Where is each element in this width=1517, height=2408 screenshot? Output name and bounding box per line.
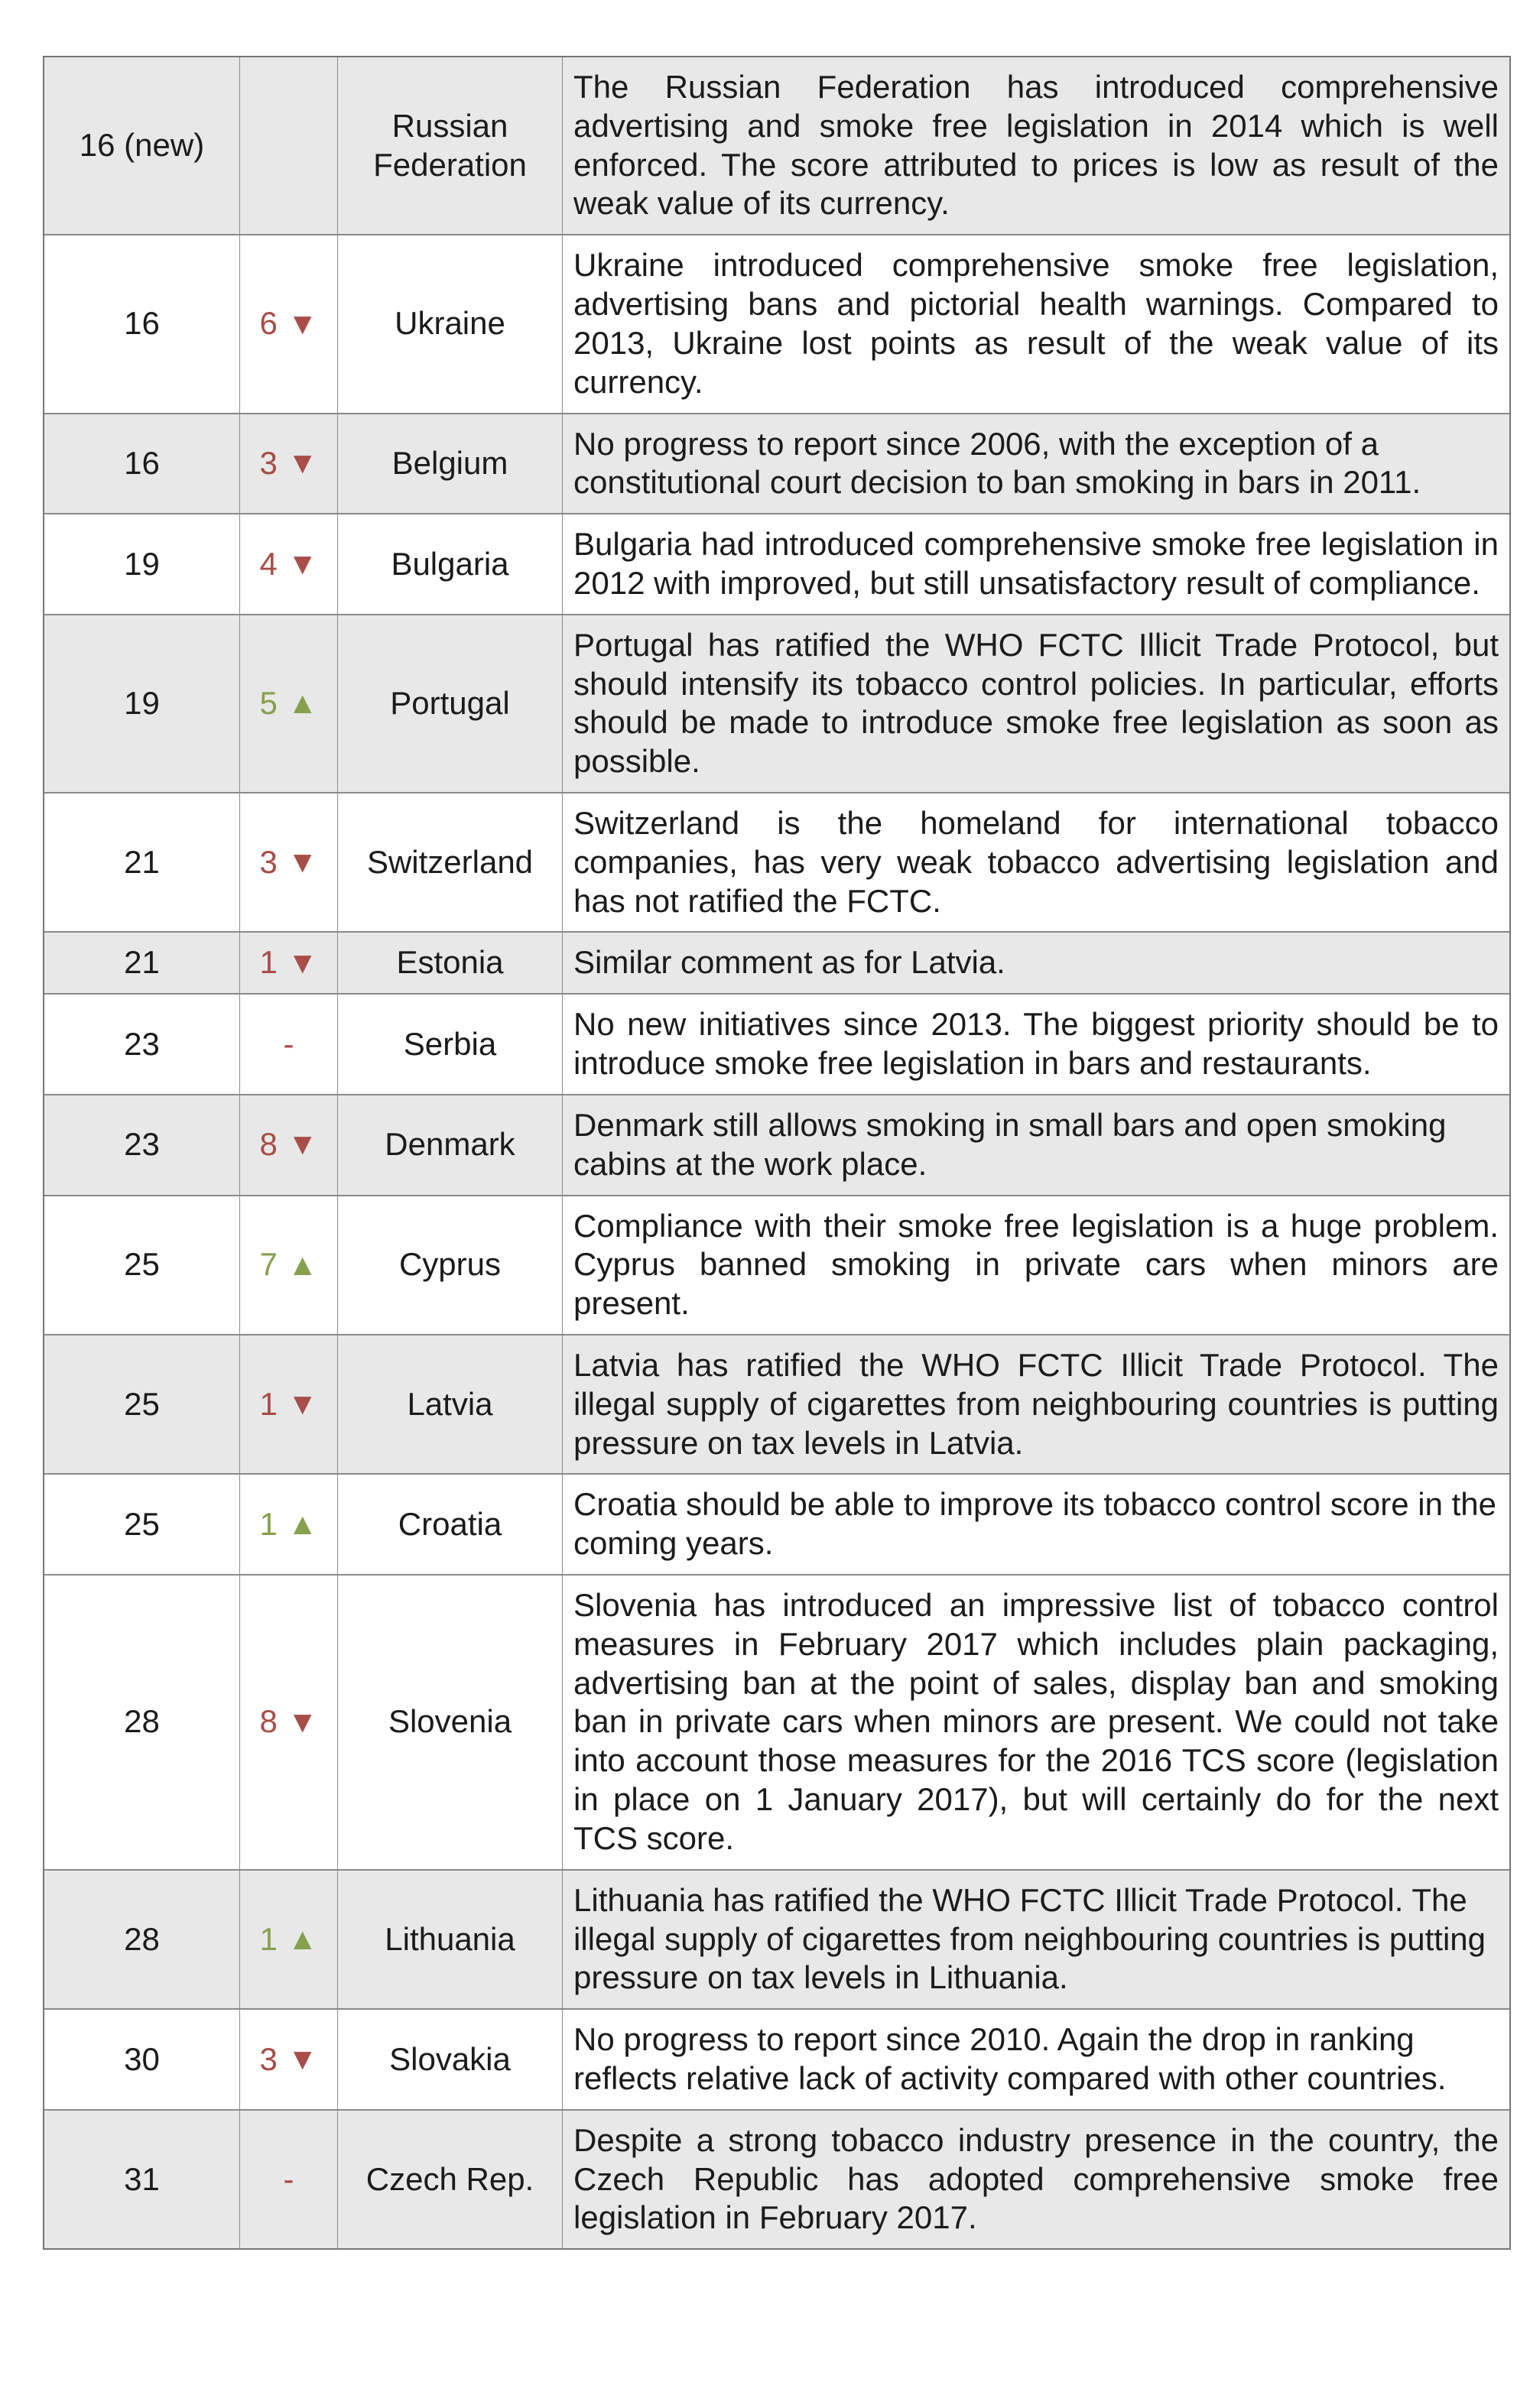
change-value: - — [283, 2160, 294, 2197]
table-row — [44, 1475, 1509, 1576]
change-cell — [240, 1871, 338, 2008]
rank-value: 16 — [124, 444, 160, 481]
rank-cell — [44, 2111, 240, 2248]
ranking-table — [43, 56, 1511, 2250]
country-name: Portugal — [390, 684, 510, 721]
comment-cell — [563, 793, 1509, 931]
country-name: Russian Federation — [373, 107, 527, 183]
table-row — [44, 1576, 1509, 1871]
comment-text: Slovenia has introduced an impressive list of tobacco control measures in February 2017 which includes plain packaging, advertising ban at the point of sales, display ban and smoking ban in private cars when minors are present. We could not take into account those measures for the 2016 TCS score (legislation in place on 1 January 2017), but will certainly do for the next TCS score. — [573, 1587, 1499, 1856]
change-arrow-icon: ▼ — [287, 1705, 318, 1739]
table-row — [44, 514, 1509, 615]
country-name: Croatia — [398, 1505, 502, 1542]
rank-cell — [44, 1095, 240, 1195]
country-name: Czech Rep. — [365, 2160, 534, 2197]
change-value: 1 — [259, 1505, 278, 1542]
comment-text: Denmark still allows smoking in small bars and open smoking cabins at the work place. — [573, 1106, 1447, 1182]
change-arrow-icon: ▼ — [287, 946, 318, 980]
table-row — [44, 414, 1509, 515]
change-value: 3 — [259, 444, 278, 481]
comment-cell — [563, 57, 1509, 234]
comment-text: No progress to report since 2006, with the exception of a constitutional court decision to ban smoking in bars in 2011. — [573, 425, 1421, 501]
table-row — [44, 2010, 1509, 2111]
country-name: Lithuania — [385, 1920, 515, 1957]
country-name: Belgium — [391, 444, 508, 481]
comment-cell — [563, 995, 1509, 1094]
change-arrow-icon: ▼ — [287, 845, 318, 880]
comment-cell — [563, 2111, 1509, 2248]
change-value: 1 — [259, 1385, 278, 1422]
change-value: 8 — [259, 1126, 278, 1163]
country-cell — [338, 1475, 563, 1574]
change-cell — [240, 793, 338, 931]
change-cell — [240, 933, 338, 993]
table-row — [44, 1871, 1509, 2010]
rank-value: 21 — [124, 944, 160, 981]
country-cell — [338, 933, 563, 993]
comment-text: Ukraine introduced comprehensive smoke free legislation, advertising bans and pictorial health warnings. Compared to 2013, Ukraine lost points as result of the weak value of its currency. — [573, 247, 1499, 400]
table-row — [44, 235, 1509, 414]
country-cell — [338, 1196, 563, 1334]
table-row — [44, 995, 1509, 1095]
change-value: 6 — [259, 305, 278, 342]
change-value: 8 — [259, 1703, 278, 1740]
change-cell — [240, 2111, 338, 2248]
change-value: 7 — [259, 1246, 278, 1283]
change-cell — [240, 514, 338, 614]
comment-cell — [563, 1576, 1509, 1869]
rank-value: 16 — [124, 305, 160, 342]
rank-cell — [44, 1576, 240, 1869]
country-cell — [338, 995, 563, 1094]
change-arrow-icon: ▼ — [287, 2042, 318, 2076]
comment-cell — [563, 615, 1509, 792]
country-cell — [338, 57, 563, 234]
change-cell — [240, 2010, 338, 2109]
rank-value: 19 — [124, 545, 160, 582]
change-arrow-icon: ▼ — [287, 446, 318, 481]
comment-text: No new initiatives since 2013. The biggest priority should be to introduce smoke free legislation in bars and restaurants. — [573, 1006, 1499, 1082]
change-cell — [240, 1335, 338, 1473]
country-cell — [338, 1335, 563, 1473]
change-cell — [240, 615, 338, 792]
change-value: 3 — [259, 843, 278, 880]
change-arrow-icon: ▼ — [287, 547, 318, 581]
table-row — [44, 933, 1509, 995]
change-cell — [240, 1095, 338, 1195]
table-row — [44, 57, 1509, 235]
comment-text: Lithuania has ratified the WHO FCTC Illicit Trade Protocol. The illegal supply of cigarettes from neighbouring countries is putting pressure on tax levels in Lithuania. — [573, 1881, 1486, 1996]
rank-cell — [44, 1475, 240, 1574]
country-name: Latvia — [407, 1385, 493, 1422]
country-cell — [338, 235, 563, 412]
change-cell — [240, 1196, 338, 1334]
rank-cell — [44, 793, 240, 931]
comment-text: Switzerland is the homeland for international tobacco companies, has very weak tobacco advertising legislation and has not ratified the FCTC. — [573, 805, 1499, 919]
change-value: 4 — [259, 545, 278, 582]
change-cell — [240, 414, 338, 514]
country-name: Serbia — [403, 1025, 497, 1062]
table-row — [44, 615, 1509, 793]
comment-text: Compliance with their smoke free legislation is a huge problem. Cyprus banned smoking in private cars when minors are present. — [573, 1207, 1499, 1322]
rank-cell — [44, 235, 240, 412]
country-cell — [338, 793, 563, 931]
rank-value: 16 (new) — [79, 127, 205, 164]
table-row — [44, 2111, 1509, 2248]
change-arrow-icon: ▲ — [287, 1248, 318, 1282]
comment-cell — [563, 933, 1509, 993]
country-cell — [338, 2111, 563, 2248]
rank-value: 23 — [124, 1126, 160, 1163]
rank-cell — [44, 1871, 240, 2008]
country-name: Bulgaria — [391, 545, 509, 582]
comment-text: Croatia should be able to improve its tobacco control score in the coming years. — [573, 1486, 1496, 1562]
rank-value: 21 — [124, 843, 160, 880]
country-name: Denmark — [385, 1126, 515, 1163]
comment-text: Despite a strong tobacco industry presence in the country, the Czech Republic has adopted comprehensive smoke free legislation in February 2017. — [573, 2121, 1499, 2236]
country-cell — [338, 2010, 563, 2109]
change-arrow-icon: ▼ — [287, 307, 318, 341]
comment-cell — [563, 1335, 1509, 1473]
country-cell — [338, 414, 563, 514]
table-row — [44, 1095, 1509, 1196]
rank-value: 25 — [124, 1246, 160, 1283]
comment-cell — [563, 414, 1509, 514]
comment-cell — [563, 1095, 1509, 1195]
country-cell — [338, 1576, 563, 1869]
rank-value: 28 — [124, 1920, 160, 1957]
country-name: Estonia — [396, 944, 504, 981]
rank-cell — [44, 1196, 240, 1334]
rank-cell — [44, 57, 240, 234]
rank-value: 25 — [124, 1505, 160, 1542]
country-name: Switzerland — [366, 843, 534, 880]
country-cell — [338, 1095, 563, 1195]
change-cell — [240, 1576, 338, 1869]
table-row — [44, 1196, 1509, 1335]
country-name: Slovenia — [388, 1703, 512, 1740]
rank-cell — [44, 933, 240, 993]
comment-text: Bulgaria had introduced comprehensive smoke free legislation in 2012 with improved, but still unsatisfactory result of compliance. — [573, 526, 1499, 601]
rank-value: 19 — [124, 684, 160, 721]
rank-value: 28 — [124, 1703, 160, 1740]
country-name: Ukraine — [395, 305, 505, 342]
comment-text: The Russian Federation has introduced comprehensive advertising and smoke free legislation in 2014 which is well enforced. The score attributed to prices is low as result of the weak value of its currency. — [573, 69, 1499, 222]
comment-cell — [563, 1475, 1509, 1574]
rank-cell — [44, 514, 240, 614]
country-name: Cyprus — [398, 1246, 502, 1283]
country-cell — [338, 514, 563, 614]
rank-value: 30 — [124, 2040, 160, 2077]
comment-text: Similar comment as for Latvia. — [573, 944, 1005, 981]
table-row — [44, 1335, 1509, 1475]
rank-value: 31 — [124, 2160, 160, 2197]
comment-cell — [563, 2010, 1509, 2109]
rank-cell — [44, 414, 240, 514]
table-row — [44, 793, 1509, 933]
comment-cell — [563, 1196, 1509, 1334]
change-arrow-icon: ▲ — [287, 1507, 318, 1541]
change-arrow-icon: ▼ — [287, 1387, 318, 1421]
rank-value: 25 — [124, 1385, 160, 1422]
change-cell — [240, 57, 338, 234]
rank-cell — [44, 995, 240, 1094]
country-cell — [338, 615, 563, 792]
change-arrow-icon: ▲ — [287, 686, 318, 721]
country-name: Slovakia — [389, 2040, 511, 2077]
rank-cell — [44, 1335, 240, 1473]
change-arrow-icon: ▲ — [287, 1922, 318, 1956]
rank-cell — [44, 615, 240, 792]
comment-cell — [563, 1871, 1509, 2008]
comment-text: Portugal has ratified the WHO FCTC Illicit Trade Protocol, but should intensify its tobacco control policies. In particular, efforts should be made to introduce smoke free legislation as soon as possible. — [573, 626, 1499, 780]
change-arrow-icon: ▼ — [287, 1128, 318, 1162]
change-value: 3 — [259, 2040, 278, 2077]
change-value: - — [283, 1025, 294, 1062]
country-cell — [338, 1871, 563, 2008]
change-cell — [240, 1475, 338, 1574]
rank-cell — [44, 2010, 240, 2109]
change-cell — [240, 235, 338, 412]
change-value: 1 — [259, 944, 278, 981]
rank-value: 23 — [124, 1025, 160, 1062]
comment-cell — [563, 235, 1509, 412]
change-value: 5 — [259, 684, 278, 721]
change-cell — [240, 995, 338, 1094]
comment-text: No progress to report since 2010. Again the drop in ranking reflects relative lack of activity compared with other countries. — [573, 2021, 1447, 2096]
comment-text: Latvia has ratified the WHO FCTC Illicit Trade Protocol. The illegal supply of cigarettes from neighbouring countries is putting pressure on tax levels in Latvia. — [573, 1346, 1499, 1461]
comment-cell — [563, 514, 1509, 614]
change-value: 1 — [259, 1920, 278, 1957]
